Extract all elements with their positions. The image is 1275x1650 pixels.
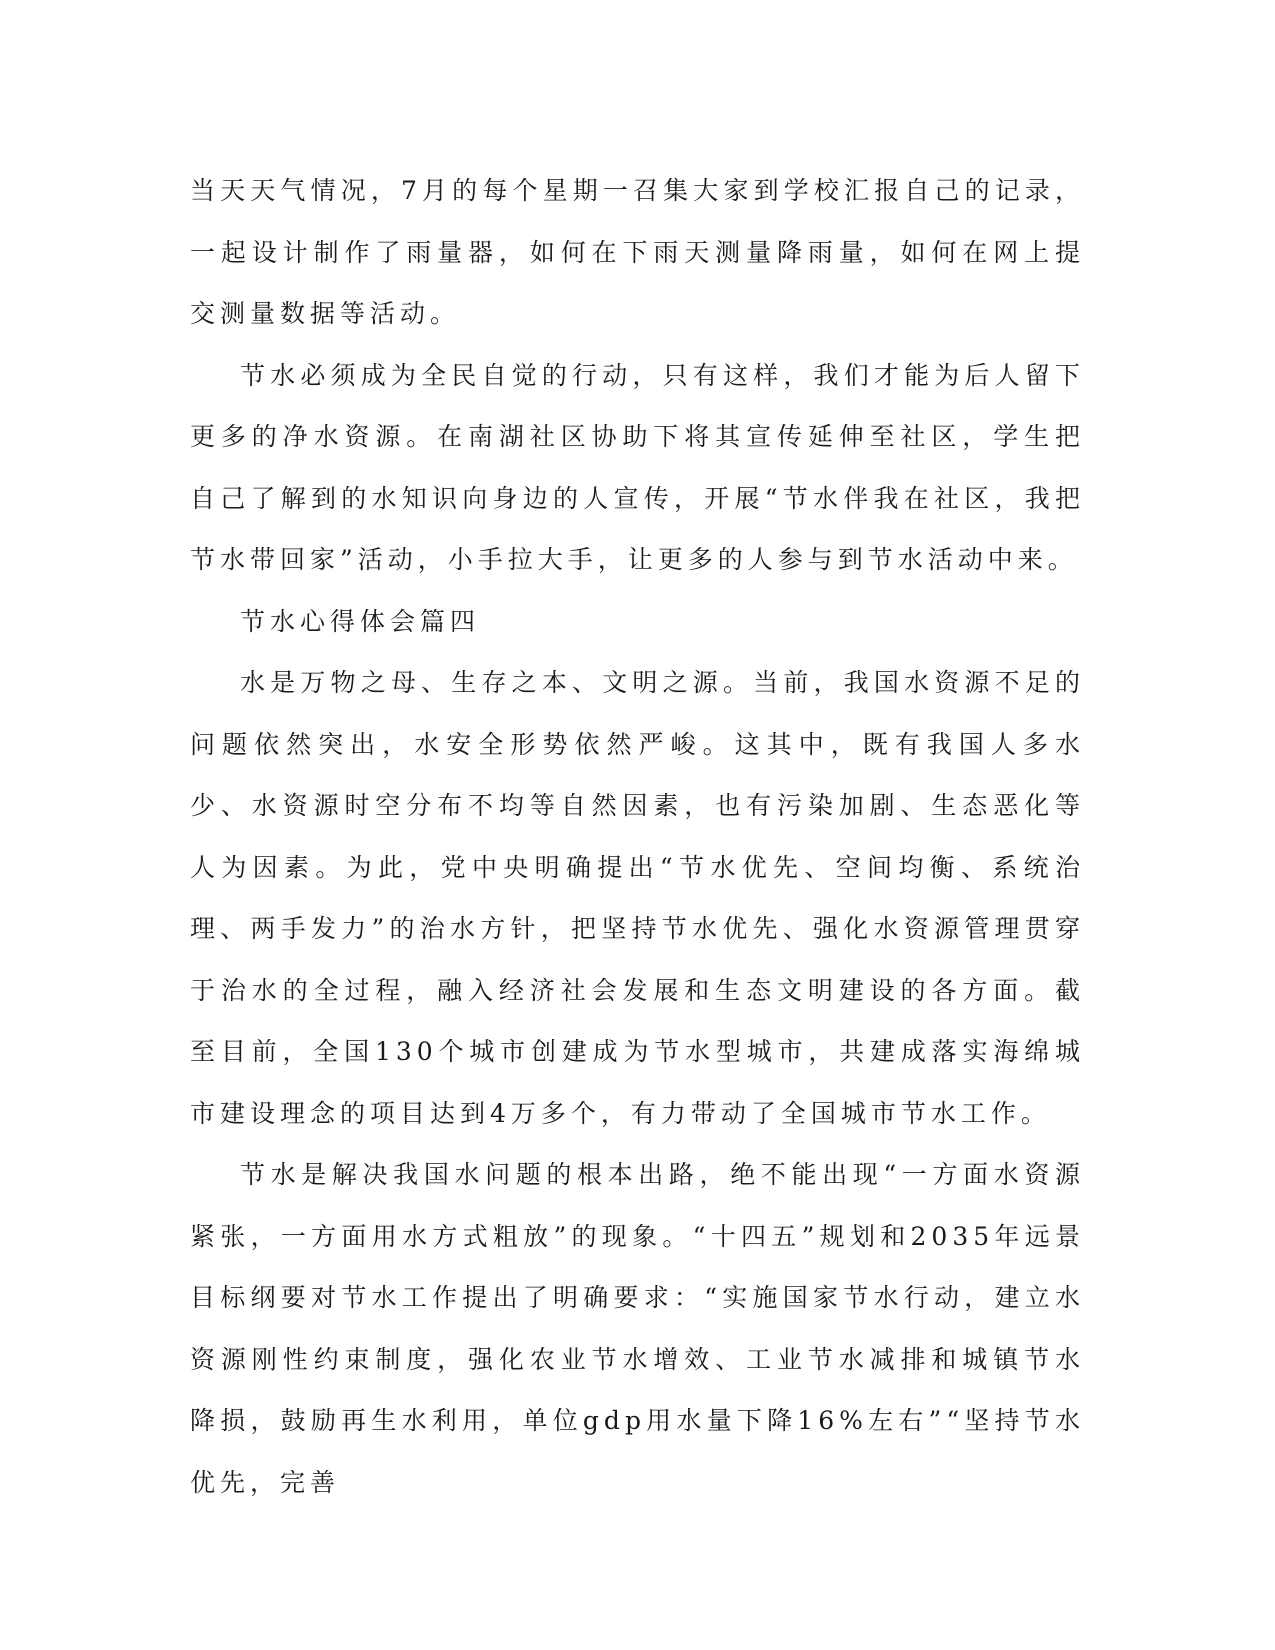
paragraph-water-source: 水是万物之母、生存之本、文明之源。当前，我国水资源不足的问题依然突出，水安全形势依然严峻。这其中，既有我国人多水少、水资源时空分布不均等自然因素，也有污染加剧、生态恶化等人为因素。为此，党中央明确提出“节水优先、空间均衡、系统治理、两手发力”的治水方针，把坚持节水优先、强化水资源管理贯穿于治水的全过程，融入经济社会发展和生态文明建设的各方面。截至目前，全国130个城市创建成为节水型城市，共建成落实海绵城市建设理念的项目达到4万多个，有力带动了全国城市节水工作。 — [190, 668, 1085, 1128]
paragraph-water-saving-action: 节水必须成为全民自觉的行动，只有这样，我们才能为后人留下更多的净水资源。在南湖社区协助下将其宣传延伸至社区，学生把自己了解到的水知识向身边的人宣传，开展“节水伴我在社区，我把节水带回家”活动，小手拉大手，让更多的人参与到节水活动中来。 — [190, 360, 1085, 574]
section-heading: 节水心得体会篇四 — [240, 606, 481, 636]
paragraph-continuation: 当天天气情况，7月的每个星期一召集大家到学校汇报自己的记录，一起设计制作了雨量器，如何在下雨天测量降雨量，如何在网上提交测量数据等活动。 — [190, 176, 1085, 328]
paragraph-water-saving-policy: 节水是解决我国水问题的根本出路，绝不能出现“一方面水资源紧张，一方面用水方式粗放”的现象。“十四五”规划和2035年远景目标纲要对节水工作提出了明确要求：“实施国家节水行动，建立水资源刚性约束制度，强化农业节水增效、工业节水减排和城镇节水降损，鼓励再生水利用，单位gdp用水量下降16%左右”“坚持节水优先，完善 — [190, 1160, 1085, 1497]
document-body — [190, 160, 1085, 1513]
